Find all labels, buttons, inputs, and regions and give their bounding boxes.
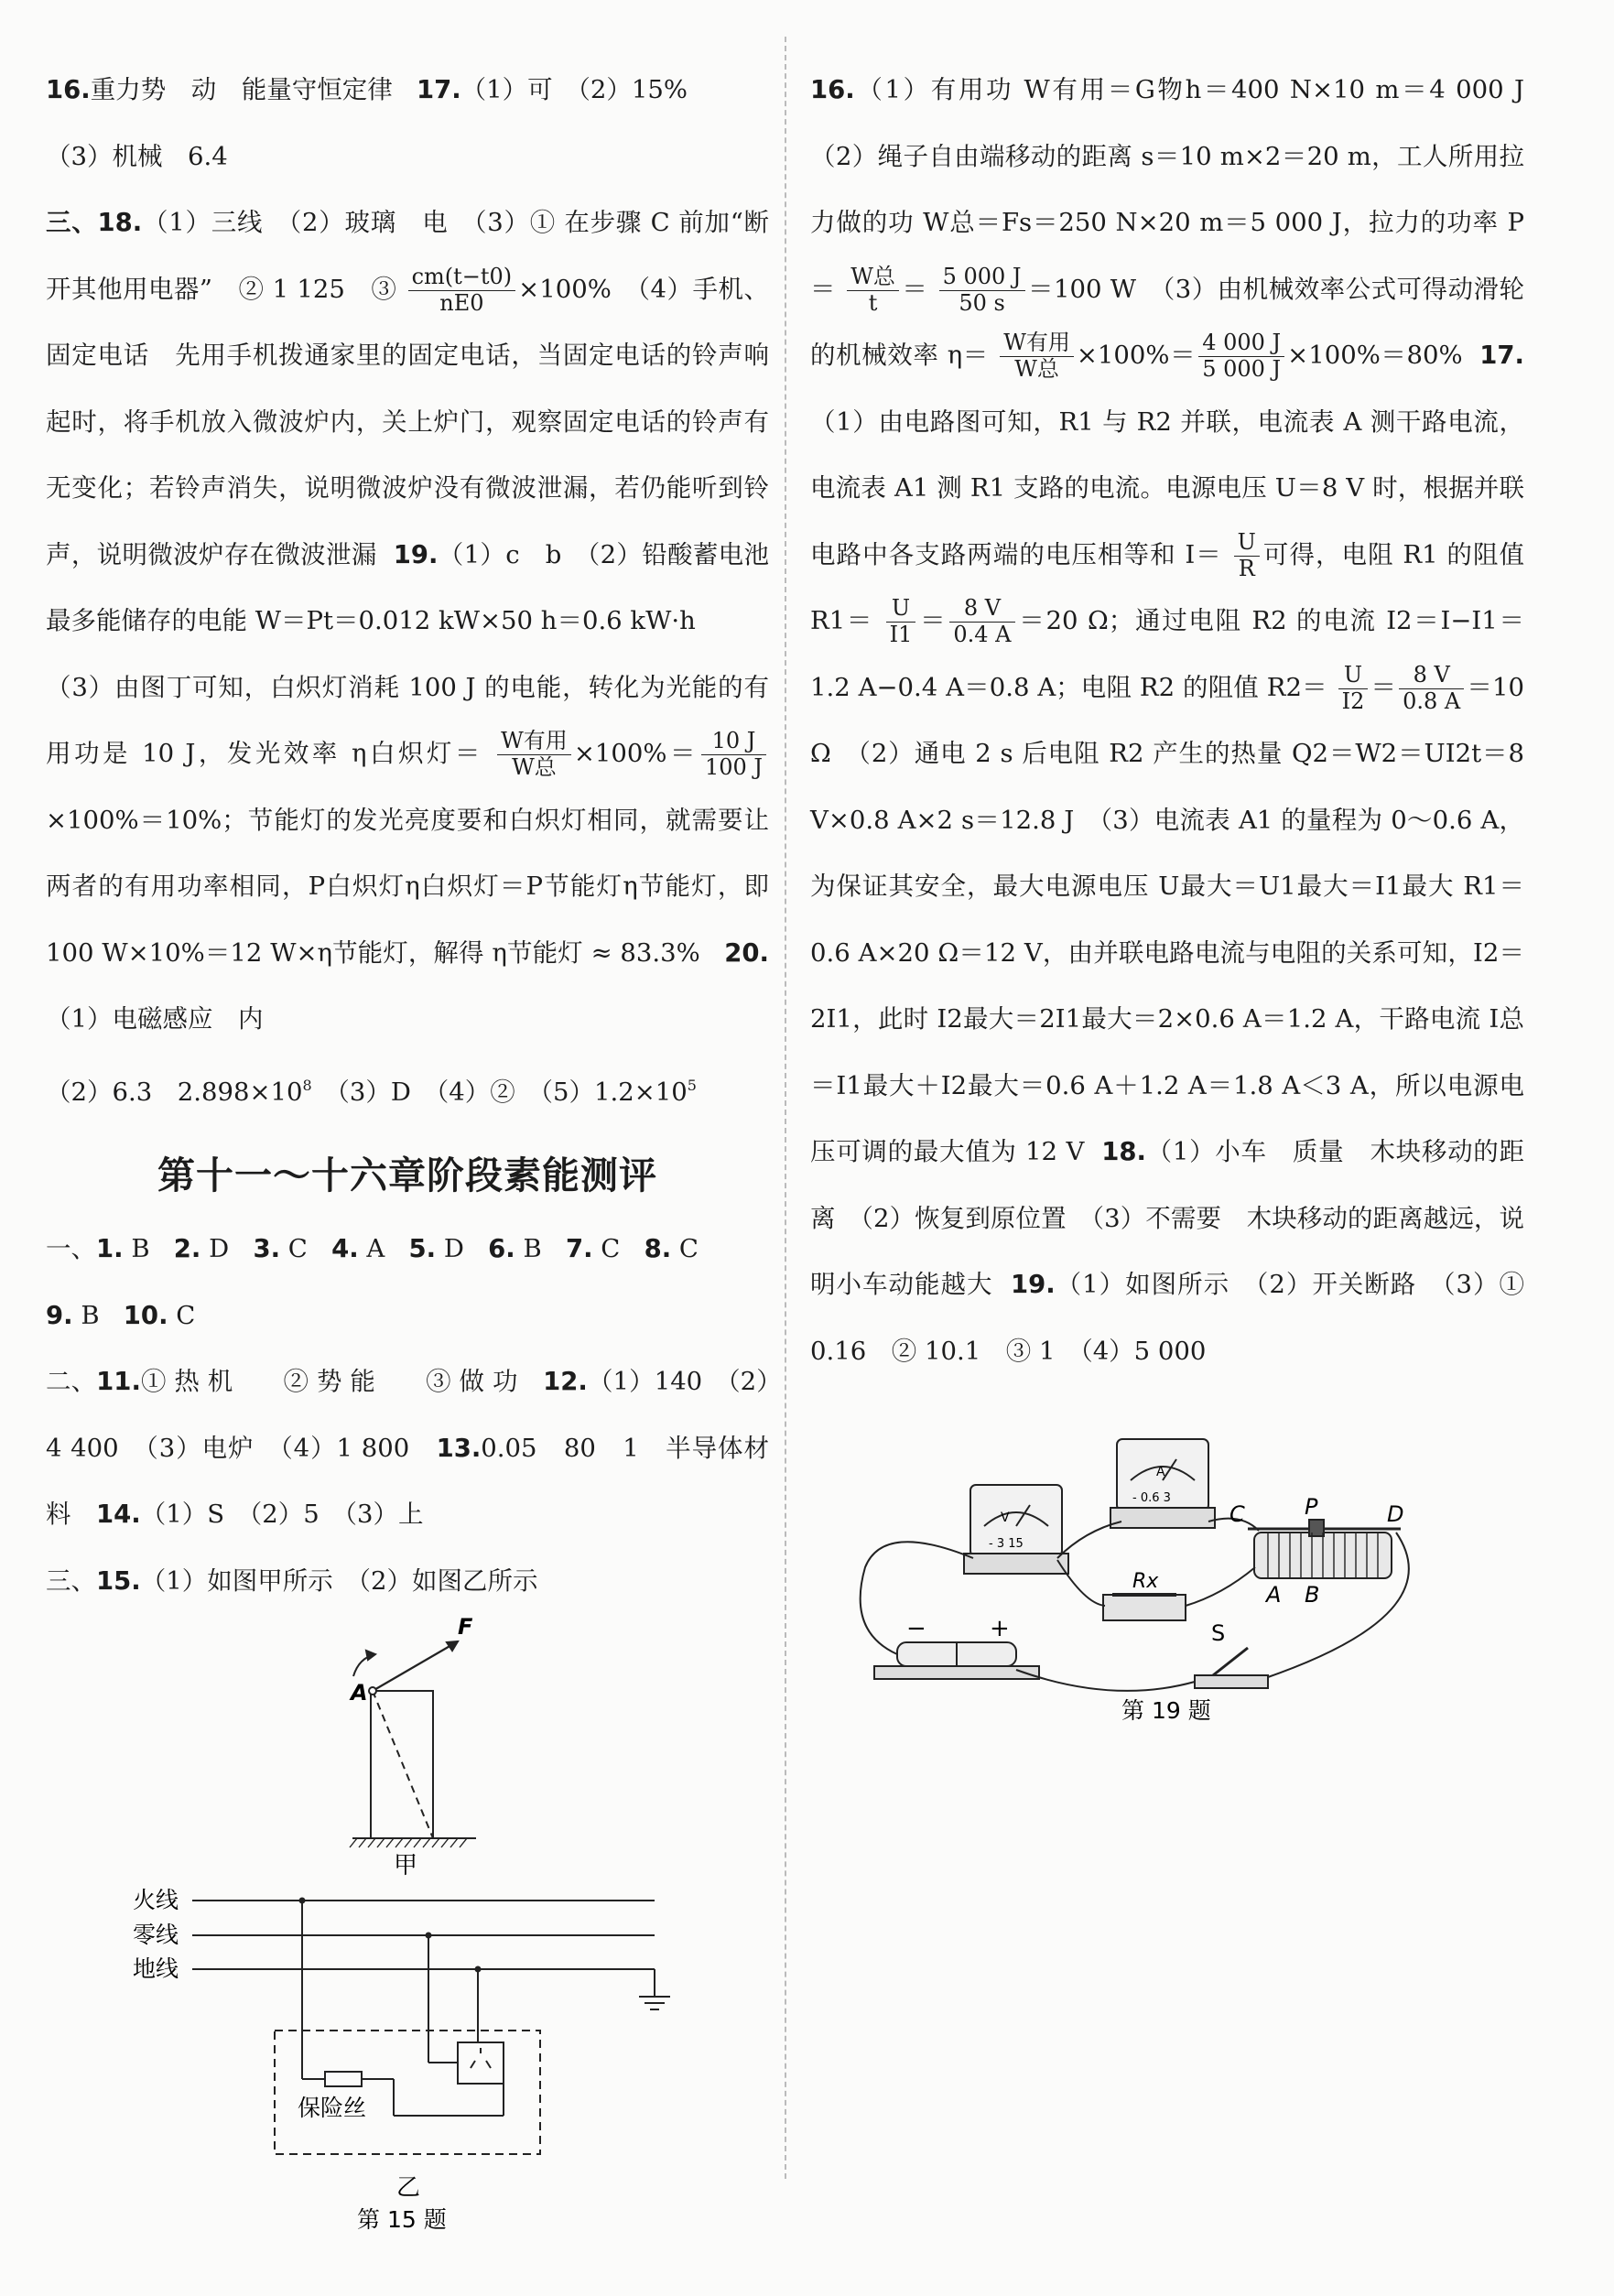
mc-answer: D bbox=[209, 1234, 230, 1263]
svg-text:零线: 零线 bbox=[133, 1922, 179, 1948]
svg-text:P: P bbox=[1305, 1494, 1318, 1520]
mc-number: 3. bbox=[253, 1234, 281, 1263]
mc-answer: C bbox=[176, 1300, 196, 1330]
svg-text:F: F bbox=[458, 1614, 473, 1640]
mc-answer: C bbox=[678, 1234, 699, 1263]
left-column bbox=[46, 57, 769, 2264]
fraction-4000-5000: $\frac{4 000 J}{5 000 J}$ bbox=[1198, 330, 1284, 382]
svg-text:D: D bbox=[1387, 1501, 1404, 1527]
mc-answer: C bbox=[287, 1234, 308, 1263]
fraction-w-useful-total: W有用 W总 bbox=[497, 729, 571, 780]
fraction-u-i1: $\frac{U}{I1}$ bbox=[886, 596, 916, 647]
mc-number: 6. bbox=[488, 1234, 515, 1263]
figure-15-yi bbox=[46, 1879, 769, 2264]
svg-text:甲: 甲 bbox=[394, 1852, 418, 1879]
fraction-8v-08a: $\frac{8 V}{0.8 A}$ bbox=[1399, 663, 1464, 714]
svg-text:第 19 题: 第 19 题 bbox=[1121, 1697, 1211, 1724]
switch-base bbox=[1195, 1675, 1268, 1688]
mc-number: 7. bbox=[565, 1234, 593, 1263]
fraction-10-100: $\frac{10 J}{100 J}$ bbox=[701, 729, 766, 780]
svg-text:火线: 火线 bbox=[133, 1887, 179, 1913]
answer-r16: 16.（1）有用功 W有用＝G物h＝400 N×10 m＝4 000 J （2）绳子自由端移动的距离 s＝10 m×2＝20 m，工人所用拉力做的功 W总＝Fs＝250 N×20 m＝5 000 J，拉力的功率 P＝ W总 t ＝ $\frac{5 000 J}{50 s}$ ＝100 W （3）由机械效率公式可得动滑轮的机械效率 η＝ W有用 W总 ×100%＝ $\frac{4 000 J}{5 000 J}$ ×100%＝80% 17.（1）由电路图可知，R1 与 R2 并联，电流表 A 测干路电流，电流表 A1 测 R1 支路的电流。电源电压 U＝8 V 时，根据并联电路中各支路两端的电压相等和 I＝ $\frac{U}{R}$ 可得，电阻 R1 的阻值 R1＝ $\frac{U}{I1}$ ＝ $\frac{8 V}{0.4 A}$ ＝20 Ω；通过电阻 R2 的电流 I2＝I−I1＝1.2 A−0.4 A＝0.8 A；电阻 R2 的阻值 R2＝ $\frac{U}{I2}$ ＝ $\frac{8 V}{0.8 A}$ ＝10 Ω （2）通电 2 s 后电阻 R2 产生的热量 Q2＝W2＝UI2t＝8 V×0.8 A×2 s＝12.8 J （3）电流表 A1 的量程为 0～0.6 A，为保证其安全，最大电源电压 U最大＝U1最大＝I1最大 R1＝0.6 A×20 Ω＝12 V，由并联电路电流与电阻的关系可知，I2＝2I1，此时 I2最大＝2I1最大＝2×0.6 A＝1.2 A，干路电流 I总＝I1最大＋I2最大＝0.6 A＋1.2 A＝1.8 A＜3 A，所以电源电压可调的最大值为 12 V 18.（1）小车 质量 木块移动的距离 （2）恢复到原位置 （3）不需要 木块移动的距离越远，说明小车动能越大 19.（1）如图所示 （2）开关断路 （3）① 0.16 ② 10.1 ③ 1 （4）5 000 bbox=[810, 75, 1550, 1366]
wire-7 bbox=[1016, 1670, 1195, 1691]
part3-answer-15: 三、15.（1）如图甲所示 （2）如图乙所示 bbox=[46, 1565, 538, 1596]
fraction-w-useful-total-r: W有用 W总 bbox=[1000, 330, 1074, 382]
switch-blade bbox=[1213, 1648, 1248, 1675]
household-box bbox=[275, 2031, 540, 2154]
mc-number: 4. bbox=[331, 1234, 359, 1263]
lever-arm-dashed bbox=[373, 1691, 433, 1838]
right-column bbox=[810, 57, 1550, 1732]
svg-text:- 3 15: - 3 15 bbox=[989, 1537, 1024, 1551]
mc-answer: B bbox=[81, 1300, 100, 1330]
resistor-rx bbox=[1103, 1595, 1186, 1620]
fraction-5000-50: $\frac{5 000 J}{50 s}$ bbox=[939, 265, 1025, 316]
svg-text:- 0.6 3: - 0.6 3 bbox=[1132, 1491, 1171, 1505]
fraction-8v-04a: $\frac{8 V}{0.4 A}$ bbox=[949, 596, 1014, 647]
wire-4 bbox=[1186, 1567, 1255, 1606]
svg-text:A: A bbox=[351, 1680, 368, 1706]
fraction-u-r: $\frac{U}{R}$ bbox=[1234, 530, 1260, 581]
mc-number: 8. bbox=[644, 1234, 672, 1263]
fraction-w-total-t: W总 t bbox=[847, 265, 899, 316]
mc-number: 1. bbox=[96, 1234, 124, 1263]
mc-answer: C bbox=[601, 1234, 621, 1263]
mc-answer: D bbox=[443, 1234, 464, 1263]
svg-text:+: + bbox=[990, 1615, 1010, 1642]
svg-text:地线: 地线 bbox=[133, 1955, 179, 1982]
part2-answers: 二、11.① 热 机 ② 势 能 ③ 做 功 12.（1）140 （2）4 400 （3）电炉 （4）1 800 13.0.05 80 1 半导体材料 14.（1）S （2）5 （3）上 bbox=[46, 1367, 770, 1529]
fraction-efficiency: $\frac{cm(t-t0)}{nE0}$ bbox=[408, 265, 516, 316]
svg-text:C: C bbox=[1229, 1501, 1245, 1527]
mc-answer: A bbox=[366, 1234, 385, 1263]
answer-16-17: 16.重力势 动 能量守恒定律 17.（1）可 （2）15% （3）机械 6.4 bbox=[46, 75, 688, 171]
part1-answers: 一、1. B 2. D 3. C 4. A 5. D 6. B 7. C 8. C 9. B 10. C bbox=[46, 1234, 699, 1330]
mc-number: 9. bbox=[46, 1300, 73, 1330]
svg-text:A: A bbox=[1266, 1582, 1282, 1608]
svg-text:V: V bbox=[1001, 1511, 1010, 1525]
mc-answer: B bbox=[131, 1234, 150, 1263]
mc-answer: B bbox=[523, 1234, 542, 1263]
fuse bbox=[325, 2072, 362, 2086]
svg-text:第 15 题: 第 15 题 bbox=[357, 2206, 447, 2233]
column-divider bbox=[785, 37, 786, 2179]
svg-text:乙: 乙 bbox=[396, 2174, 421, 2202]
battery-base bbox=[874, 1666, 1039, 1679]
figure-19-circuit bbox=[810, 1430, 1524, 1732]
fraction-u-i2: $\frac{U}{I2}$ bbox=[1338, 663, 1369, 714]
svg-text:S: S bbox=[1211, 1620, 1226, 1646]
mc-number: 5. bbox=[408, 1234, 437, 1263]
svg-text:−: − bbox=[906, 1615, 926, 1642]
figure-15-jia bbox=[46, 1614, 769, 1879]
svg-text:B: B bbox=[1305, 1582, 1320, 1608]
mc-number: 2. bbox=[173, 1234, 201, 1263]
force-arrow bbox=[373, 1641, 458, 1691]
svg-text:A: A bbox=[1156, 1465, 1165, 1479]
answer-18: 三、18.（1）三线 （2）玻璃 电 （3）① 在步骤 C 前加“断开其他用电器” ② 1 125 ③ $\frac{cm(t-t0)}{nE0}$ ×100% （4）手机、固定电话 先用手机拨通家里的固定电话，当固定电话的铃声响起时，将手机放入微波炉内，关上炉门，观察固定电话的铃声有无变化；若铃声消失，说明微波炉没有微波泄漏，若仍能听到铃声，说明微波炉存在微波泄漏 19.（1）c b （2）铅酸蓄电池最多能储存的电能 W＝Pt＝0.012 kW×50 h＝0.6 kW·h （3）由图丁可知，白炽灯消耗 100 J 的电能，转化为光能的有用功是 10 J，发光效率 η白炽灯＝ W有用 W总 ×100%＝ $\frac{10 J}{100 J}$ ×100%＝10%；节能灯的发光亮度要和白炽灯相同，就需要让两者的有用功率相同，P白炽灯η白炽灯＝P节能灯η节能灯，即 100 W×10%＝12 W×η节能灯，解得 η节能灯 ≈ 83.3% 20.（1）电磁感应 内 （2）6.3 $2.898\times 10^8$ （3）D （4）② $(5)1.2\times 10^5$ bbox=[46, 208, 770, 1107]
mc-number: 10. bbox=[123, 1300, 168, 1330]
section-title: 第十一～十六章阶段素能测评 bbox=[157, 1153, 657, 1197]
svg-text:保险丝: 保险丝 bbox=[298, 2095, 367, 2121]
svg-text:Rx: Rx bbox=[1132, 1570, 1159, 1593]
